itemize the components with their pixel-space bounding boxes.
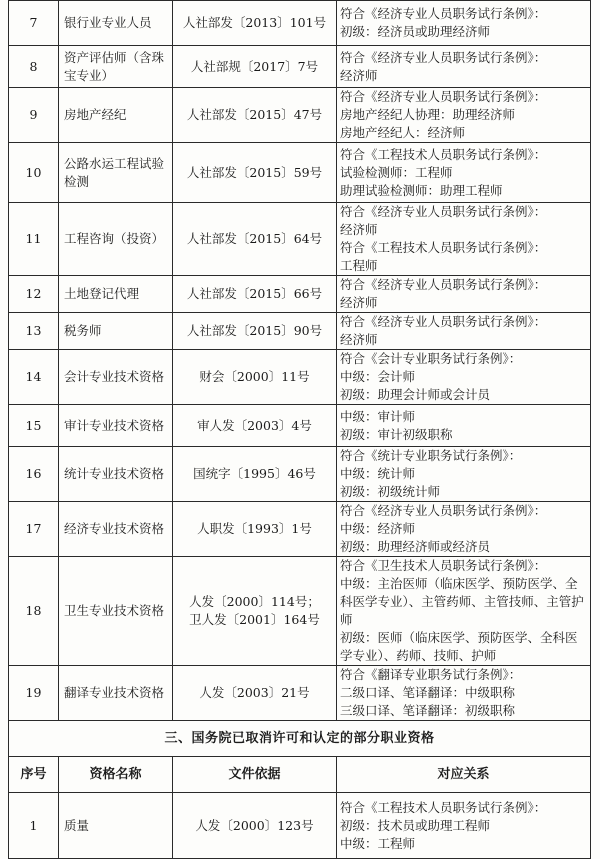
row-number: 14 xyxy=(9,350,59,405)
row-number: 17 xyxy=(9,502,59,557)
correspondence-line: 初级：经济员或助理经济师 xyxy=(340,24,491,39)
row-number: 7 xyxy=(9,1,59,46)
correspondence xyxy=(337,666,591,721)
document-basis: 人发〔2003〕21号 xyxy=(173,666,337,721)
document-basis: 人社部发〔2015〕59号 xyxy=(173,143,337,203)
table-row xyxy=(9,313,591,350)
qualification-name: 质量 xyxy=(59,793,173,859)
table-row xyxy=(9,502,591,557)
correspondence-line: 经济师 xyxy=(340,222,378,237)
correspondence-line: 经济师 xyxy=(340,67,378,83)
correspondence-line: 符合《工程技术人员职务试行条例》： xyxy=(340,146,547,162)
qualification-name: 税务师 xyxy=(59,313,173,350)
correspondence-line: 中级：工程师 xyxy=(340,835,416,851)
document-basis: 审人发〔2003〕4号 xyxy=(173,405,337,447)
correspondence xyxy=(337,276,591,313)
correspondence-line: 二级口译、笔译翻译：中级职称 xyxy=(340,685,516,700)
document-basis: 人社部规〔2017〕7号 xyxy=(173,46,337,88)
correspondence-line: 试验检测师：工程师 xyxy=(340,164,453,180)
correspondence-line: 中级：会计师 xyxy=(340,369,416,384)
qualification-name: 会计专业技术资格 xyxy=(59,350,173,405)
row-number: 9 xyxy=(9,88,59,143)
correspondence-line: 符合《经济专业人员职务试行条例》： xyxy=(340,49,547,65)
table-row xyxy=(9,88,591,143)
correspondence-line: 中级：经济师 xyxy=(340,521,416,536)
correspondence-line: 初级：助理经济师或经济员 xyxy=(340,539,491,554)
table-row xyxy=(9,1,591,46)
correspondence xyxy=(337,1,591,46)
correspondence-line: 助理试验检测师：助理工程师 xyxy=(340,182,503,198)
correspondence xyxy=(337,46,591,88)
qualification-name: 工程咨询（投资） xyxy=(59,203,173,276)
qualification-table xyxy=(8,0,591,859)
correspondence-line: 初级：助理会计师或会计员 xyxy=(340,387,491,402)
correspondence xyxy=(337,313,591,350)
document-basis: 人社部发〔2013〕101号 xyxy=(173,1,337,46)
correspondence-line: 符合《卫生技术人员职务试行条例》： xyxy=(340,558,547,573)
column-header-doc: 文件依据 xyxy=(173,757,337,793)
correspondence xyxy=(337,350,591,405)
section-title: 三、国务院已取消许可和认定的部分职业资格 xyxy=(9,721,591,757)
correspondence-line: 初级：审计初级职称 xyxy=(340,426,453,442)
correspondence-line: 中级：审计师 xyxy=(340,408,416,424)
correspondence-line: 符合《会计专业职务试行条例》： xyxy=(340,351,522,366)
correspondence xyxy=(337,557,591,666)
correspondence-line: 经济师 xyxy=(340,332,378,347)
column-header-no: 序号 xyxy=(9,757,59,793)
row-number: 13 xyxy=(9,313,59,350)
correspondence xyxy=(337,405,591,447)
table-row xyxy=(9,276,591,313)
correspondence xyxy=(337,88,591,143)
document-basis: 国统字〔1995〕46号 xyxy=(173,447,337,502)
column-header-name: 资格名称 xyxy=(59,757,173,793)
document-basis: 人发〔2000〕123号 xyxy=(173,793,337,859)
document-basis-line: 人发〔2000〕114号； xyxy=(189,594,320,609)
correspondence-line: 符合《经济专业人员职务试行条例》： xyxy=(340,503,547,518)
correspondence-line: 符合《工程技术人员职务试行条例》： xyxy=(340,799,547,815)
table-row xyxy=(9,350,591,405)
correspondence-line: 初级：技术员或助理工程师 xyxy=(340,817,491,833)
correspondence xyxy=(337,143,591,203)
table-row xyxy=(9,203,591,276)
table-row xyxy=(9,447,591,502)
table-row xyxy=(9,557,591,666)
row-number: 15 xyxy=(9,405,59,447)
table-row xyxy=(9,46,591,88)
correspondence-line: 符合《工程技术人员职务试行条例》： xyxy=(340,240,547,255)
correspondence-line: 符合《经济专业人员职务试行条例》： xyxy=(340,314,547,329)
correspondence-line: 符合《经济专业人员职务试行条例》： xyxy=(340,6,547,21)
qualification-name: 资产评估师（含珠宝专业） xyxy=(59,46,173,88)
document-basis-line: 卫人发〔2001〕164号 xyxy=(189,612,320,627)
qualification-name: 土地登记代理 xyxy=(59,276,173,313)
correspondence-line: 三级口译、笔译翻译：初级职称 xyxy=(340,703,516,718)
correspondence xyxy=(337,793,591,859)
qualification-name: 统计专业技术资格 xyxy=(59,447,173,502)
column-header-rel: 对应关系 xyxy=(337,757,591,793)
qualification-name: 审计专业技术资格 xyxy=(59,405,173,447)
row-number: 11 xyxy=(9,203,59,276)
row-number: 1 xyxy=(9,793,59,859)
table-row xyxy=(9,666,591,721)
correspondence-line: 房地产经纪人：经济师 xyxy=(340,125,466,140)
correspondence xyxy=(337,203,591,276)
qualification-name: 经济专业技术资格 xyxy=(59,502,173,557)
correspondence-line: 中级：主治医师（临床医学、预防医学、全科医学专业）、主管药师、主管技师、主管护师 xyxy=(340,576,584,627)
row-number: 8 xyxy=(9,46,59,88)
document-basis xyxy=(173,557,337,666)
row-number: 16 xyxy=(9,447,59,502)
correspondence-line: 初级：医师（临床医学、预防医学、全科医学专业）、药师、技师、护师 xyxy=(340,630,578,663)
row-number: 19 xyxy=(9,666,59,721)
document-basis: 人社部发〔2015〕47号 xyxy=(173,88,337,143)
correspondence-line: 符合《统计专业职务试行条例》： xyxy=(340,448,522,463)
qualification-name: 房地产经纪 xyxy=(59,88,173,143)
document-basis: 人社部发〔2015〕64号 xyxy=(173,203,337,276)
document-basis: 人社部发〔2015〕90号 xyxy=(173,313,337,350)
row-number: 18 xyxy=(9,557,59,666)
correspondence-line: 符合《经济专业人员职务试行条例》： xyxy=(340,277,547,292)
table-row xyxy=(9,143,591,203)
row-number: 10 xyxy=(9,143,59,203)
correspondence-line: 符合《经济专业人员职务试行条例》： xyxy=(340,204,547,219)
document-basis: 人社部发〔2015〕66号 xyxy=(173,276,337,313)
correspondence-line: 房地产经纪人协理：助理经济师 xyxy=(340,107,516,122)
document-basis: 人职发〔1993〕1号 xyxy=(173,502,337,557)
correspondence-line: 中级：统计师 xyxy=(340,466,416,481)
qualification-name: 卫生专业技术资格 xyxy=(59,557,173,666)
correspondence xyxy=(337,447,591,502)
qualification-name: 银行业专业人员 xyxy=(59,1,173,46)
correspondence xyxy=(337,502,591,557)
table-row xyxy=(9,793,591,859)
document-basis: 财会〔2000〕11号 xyxy=(173,350,337,405)
correspondence-line: 经济师 xyxy=(340,295,378,310)
section-title-row xyxy=(9,721,591,757)
qualification-name: 翻译专业技术资格 xyxy=(59,666,173,721)
correspondence-line: 工程师 xyxy=(340,258,378,273)
row-number: 12 xyxy=(9,276,59,313)
correspondence-line: 符合《经济专业人员职务试行条例》： xyxy=(340,89,547,104)
qualification-name: 公路水运工程试验检测 xyxy=(59,143,173,203)
table-row xyxy=(9,405,591,447)
correspondence-line: 符合《翻译专业职务试行条例》： xyxy=(340,667,522,682)
correspondence-line: 初级：初级统计师 xyxy=(340,484,441,499)
table-header-row xyxy=(9,757,591,793)
